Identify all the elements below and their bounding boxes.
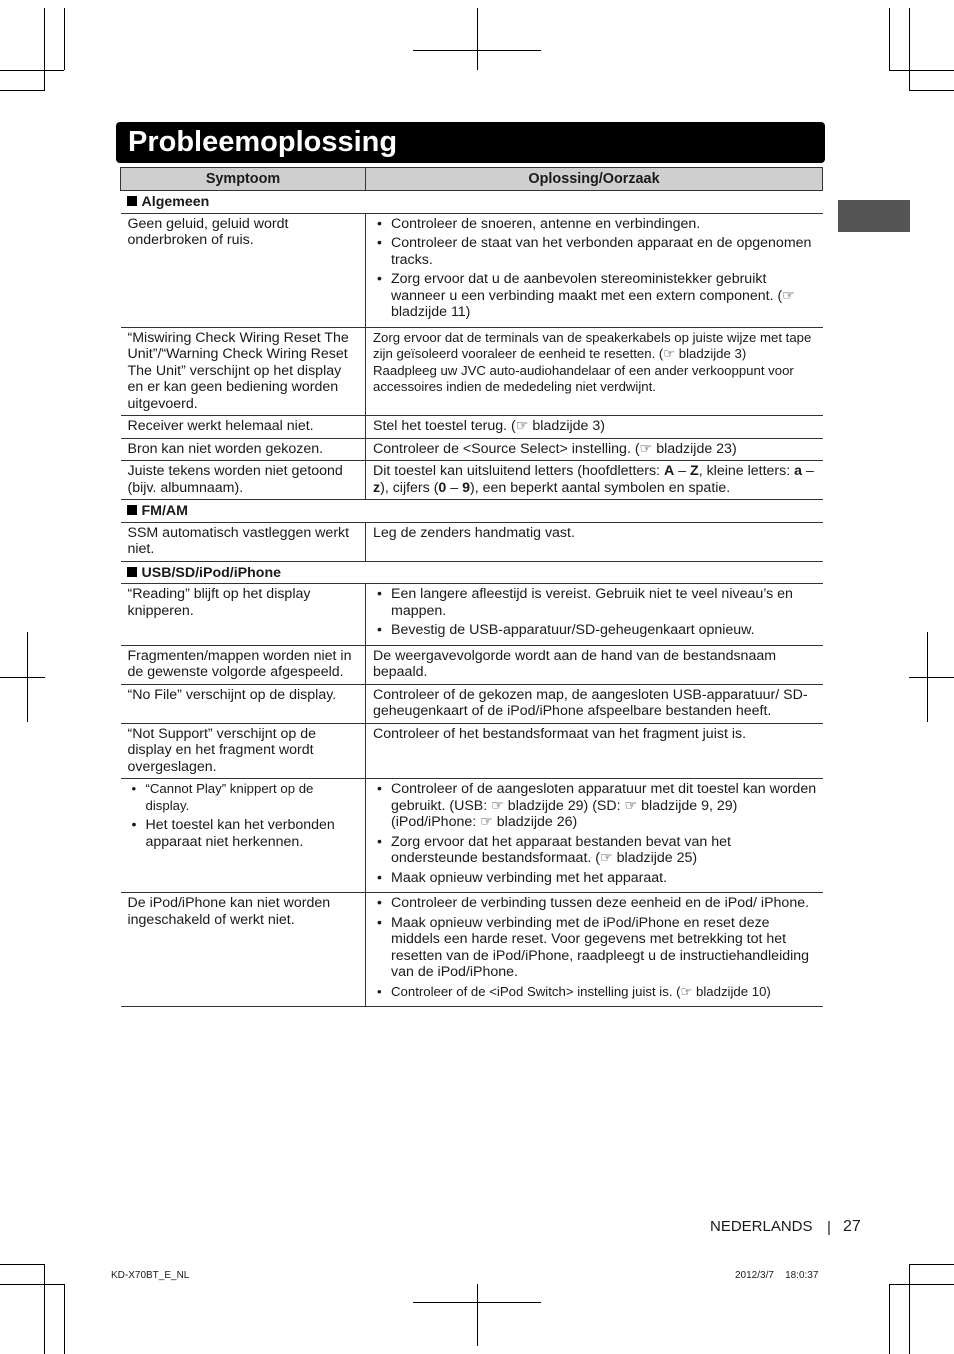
print-file-name: KD-X70BT_E_NL	[111, 1270, 190, 1281]
table-row	[121, 461, 823, 500]
symptom-cell: Bron kan niet worden gekozen.	[121, 438, 366, 461]
list-item: • Controleer de snoeren, antenne en verbindingen.	[391, 216, 817, 233]
symptom-cell: Fragmenten/mappen worden niet in de gewenste volgorde afgespeeld.	[121, 645, 366, 684]
category-heading: FM/AM	[121, 500, 823, 523]
title-bar	[116, 122, 825, 163]
footer-separator: |	[827, 1219, 831, 1236]
solution-cell: Controleer of het bestandsformaat van het fragment juist is.	[366, 723, 823, 779]
crop-mark	[889, 70, 954, 71]
table-row	[121, 416, 823, 439]
symptom-cell: Geen geluid, geluid wordt onderbroken of ruis.	[121, 213, 366, 327]
header-solution: Oplossing/Oorzaak	[366, 168, 823, 191]
crop-mark	[889, 1284, 890, 1354]
symptom-cell: “Miswiring Check Wiring Reset The Unit”/“Warning Check Wiring Reset The Unit” verschijnt op het display en er kan geen bediening worden uitgevoerd.	[121, 327, 366, 416]
crop-mark	[0, 1284, 64, 1285]
header-symptom: Symptoom	[121, 168, 366, 191]
symptom-cell: SSM automatisch vastleggen werkt niet.	[121, 522, 366, 561]
page-number: 27	[843, 1218, 861, 1235]
solution-cell: Leg de zenders handmatig vast.	[366, 522, 823, 561]
solution-cell	[366, 584, 823, 646]
list-item: • “Cannot Play” knippert op de display.	[146, 781, 360, 814]
table-row	[121, 584, 823, 646]
troubleshooting-table	[120, 167, 823, 1007]
crop-mark	[909, 1264, 910, 1354]
crop-mark	[0, 677, 45, 678]
solution-cell	[366, 779, 823, 893]
crop-mark	[0, 90, 45, 91]
list-item: • Zorg ervoor dat het apparaat bestanden bevat van het ondersteunde bestandsformaat. (☞ bladzijde 25)	[391, 834, 817, 867]
list-item: • Controleer of de aangesloten apparatuur met dit toestel kan worden gebruikt. (USB: ☞ bladzijde 29) (SD: ☞ bladzijde 9, 29) (iPod/iPhone: ☞ bladzijde 26)	[391, 781, 817, 831]
crop-mark	[413, 50, 541, 51]
list-item: • Het toestel kan het verbonden apparaat niet herkennen.	[146, 817, 360, 850]
table-row	[121, 645, 823, 684]
solution-cell: Stel het toestel terug. (☞ bladzijde 3)	[366, 416, 823, 439]
solution-cell: Zorg ervoor dat de terminals van de speakerkabels op juiste wijze met tape zijn geïsoleerd vooraleer de eenheid te resetten. (☞ bladzijde 3) Raadpleeg uw JVC auto-audiohandelaar of een ander verkooppunt voor accessoires indien de mededeling niet verdwijnt.	[366, 327, 823, 416]
table-row	[121, 438, 823, 461]
solution-cell	[366, 213, 823, 327]
list-item: • Controleer de verbinding tussen deze eenheid en de iPod/ iPhone.	[391, 895, 817, 912]
table-row	[121, 684, 823, 723]
crop-mark	[909, 90, 954, 91]
category-heading: Algemeen	[121, 191, 823, 214]
list-item: • Maak opnieuw verbinding met de iPod/iPhone en reset deze middels een harde reset. Voor gegevens met betrekking tot het resetten van de iPod/iPhone, raadpleegt u de instructiehandleiding van de iPod/iPhone.	[391, 915, 817, 981]
crop-mark	[889, 1284, 954, 1285]
crop-mark	[44, 8, 45, 90]
print-timestamp: 2012/3/7 18:0:37	[735, 1270, 819, 1281]
list-item: • Bevestig de USB-apparatuur/SD-geheugenkaart opnieuw.	[391, 622, 817, 639]
solution-cell: Controleer de <Source Select> instelling. (☞ bladzijde 23)	[366, 438, 823, 461]
symptom-cell: “Not Support” verschijnt op de display en het fragment wordt overgeslagen.	[121, 723, 366, 779]
crop-mark	[909, 1264, 954, 1265]
crop-mark	[64, 1284, 65, 1354]
list-item: • Een langere afleestijd is vereist. Gebruik niet te veel niveau’s en mappen.	[391, 586, 817, 619]
symptom-cell: Juiste tekens worden niet getoond (bijv. albumnaam).	[121, 461, 366, 500]
crop-mark	[44, 1264, 45, 1354]
table-row	[121, 522, 823, 561]
crop-mark	[0, 1264, 45, 1265]
category-heading: USB/SD/iPod/iPhone	[121, 561, 823, 584]
footer-language: NEDERLANDS	[710, 1218, 813, 1235]
crop-mark	[909, 8, 910, 90]
section-tab-marker	[838, 200, 910, 232]
square-bullet-icon	[127, 505, 137, 515]
solution-cell	[366, 893, 823, 1007]
symptom-cell: “Reading” blijft op het display knipperen.	[121, 584, 366, 646]
solution-cell: Controleer of de gekozen map, de aangesloten USB-apparatuur/ SD-geheugenkaart of de iPod/iPhone afspeelbare bestanden heeft.	[366, 684, 823, 723]
symptom-cell: De iPod/iPhone kan niet worden ingeschakeld of werkt niet.	[121, 893, 366, 1007]
symptom-cell: “No File” verschijnt op de display.	[121, 684, 366, 723]
crop-mark	[0, 70, 64, 71]
table-row	[121, 213, 823, 327]
table-row	[121, 893, 823, 1007]
square-bullet-icon	[127, 567, 137, 577]
table-row	[121, 723, 823, 779]
list-item: • Zorg ervoor dat u de aanbevolen stereoministekker gebruikt wanneer u een verbinding maakt met een extern component. (☞ bladzijde 11)	[391, 271, 817, 321]
crop-mark	[889, 8, 890, 70]
page-title: Probleemoplossing	[128, 126, 398, 158]
crop-mark	[909, 677, 954, 678]
list-item: • Maak opnieuw verbinding met het apparaat.	[391, 870, 817, 887]
solution-cell: Dit toestel kan uitsluitend letters (hoofdletters: A – Z, kleine letters: a – z), cijfers (0 – 9), een beperkt aantal symbolen en spatie.	[366, 461, 823, 500]
list-item: • Controleer de staat van het verbonden apparaat en de opgenomen tracks.	[391, 235, 817, 268]
table-row	[121, 327, 823, 416]
crop-mark	[477, 1284, 478, 1346]
crop-mark	[64, 8, 65, 70]
square-bullet-icon	[127, 196, 137, 206]
solution-cell: De weergavevolgorde wordt aan de hand van de bestandsnaam bepaald.	[366, 645, 823, 684]
symptom-cell: Receiver werkt helemaal niet.	[121, 416, 366, 439]
list-item: • Controleer of de <iPod Switch> instelling juist is. (☞ bladzijde 10)	[391, 984, 817, 1001]
crop-mark	[413, 1302, 541, 1303]
symptom-cell	[121, 779, 366, 893]
crop-mark	[477, 8, 478, 70]
table-row	[121, 779, 823, 893]
